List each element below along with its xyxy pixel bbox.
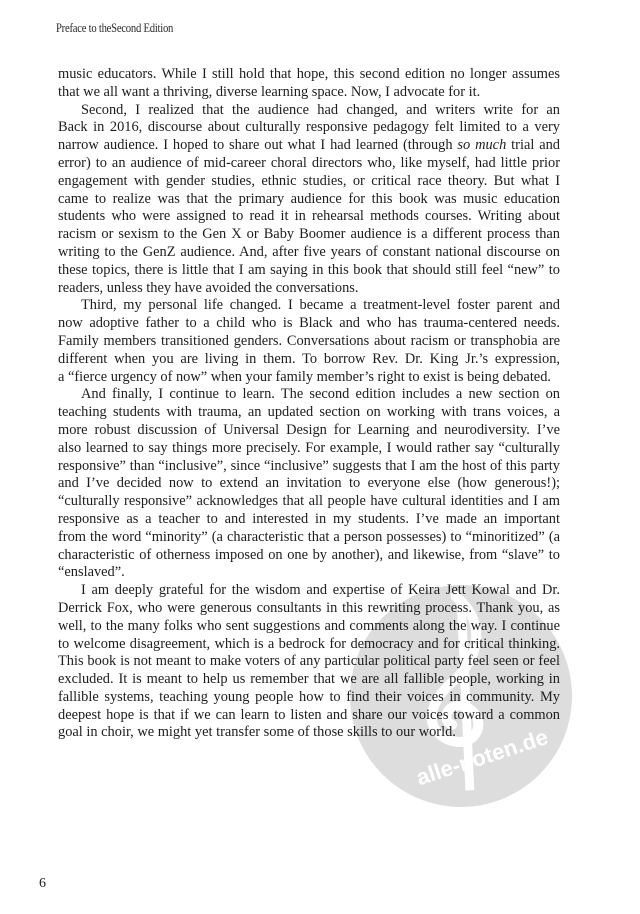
text-line: error) to an audience of mid-career choral directors who, like myself, had little prior [58, 154, 560, 171]
text-line: that we all want a thriving, diverse learning space. Now, I advocate for it. [58, 83, 481, 100]
text-line: “culturally responsive” acknowledges that all people have cultural identities and I am [58, 493, 560, 510]
text-line: these topics, there is little that I am saying in this book that should still feel “new” to [58, 261, 560, 278]
text-segment: narrow audience. I hoped to share out what I had learned (through [58, 137, 458, 154]
text-line: more robust discussion of Universal Design for Learning and neurodiversity. I’ve [58, 421, 560, 438]
text-line: This book is not meant to make voters of any particular political party feel seen or feel [58, 653, 560, 670]
text-line: deepest hope is that if we can learn to listen and share our voices toward a common [58, 706, 560, 723]
text-line: excluded. It is meant to help us remember that we are all fallible people, working in [58, 671, 560, 688]
text-line: Family members transitioned genders. Conversations about racism or transphobia are [58, 332, 560, 349]
text-line: different when you are living in them. To borrow Rev. Dr. King Jr.’s expression, [58, 350, 560, 367]
svg-text:alle-noten.de: alle-noten.de [413, 724, 552, 791]
text-line: And finally, I continue to learn. The second edition includes a new section on [81, 386, 560, 403]
text-line: fallible systems, teaching young people how to find their voices in community. My [58, 688, 560, 705]
body-text [58, 66, 560, 742]
text-line: a “fierce urgency of now” when your family member’s right to exist is being debated. [58, 368, 551, 385]
text-line: I am deeply grateful for the wisdom and expertise of Keira Jett Kowal and Dr. [81, 582, 560, 599]
text-line: readers, unless they have avoided the conversations. [58, 279, 359, 296]
text-line: “enslaved”. [58, 564, 125, 581]
text-line [58, 137, 560, 155]
text-line: Derrick Fox, who were generous consultants in this rewriting process. Thank you, as [58, 599, 560, 616]
italic-emphasis: so much [457, 137, 507, 154]
text-line: well, to the many folks who sent suggestions and comments along the way. I continue [58, 617, 560, 634]
text-line: characteristic of otherness imposed on one by another), and likewise, from “slave” to [58, 546, 560, 563]
paragraph [58, 102, 560, 298]
text-segment: trial and [506, 137, 560, 154]
text-line: music educators. While I still hold that hope, this second edition no longer assumes [58, 66, 560, 82]
paragraph [58, 386, 560, 582]
paragraph [58, 297, 560, 386]
text-line: writing to the GenZ audience. And, after five years of constant national discourse on [58, 243, 560, 260]
text-line: teaching students with trauma, an updated section on working with trans voices, a [58, 404, 560, 421]
text-line: engagement with gender studies, ethnic studies, or critical race theory. But what I [58, 172, 560, 189]
text-line: from the word “minority” (a characteristic that a person possesses) to “minoritized” (a [58, 528, 560, 545]
text-line: to welcome disagreement, which is a bedrock for democracy and for critical thinking. [58, 635, 560, 652]
text-line: Second, I realized that the audience had changed, and writers write for an [81, 101, 560, 118]
paragraph [58, 582, 560, 742]
text-line: Back in 2016, discourse about culturally responsive pedagogy felt limited to a very [58, 119, 560, 136]
text-line: also learned to say things more precisely. For example, I would rather say “culturally [58, 439, 560, 456]
text-line: came to realize was that the primary audience for this book was music education [58, 190, 560, 207]
text-line: responsive” than “inclusive”, since “inclusive” suggests that I am the host of this party [58, 457, 560, 474]
running-head: Preface to theSecond Edition [56, 20, 174, 35]
text-line: racism or sexism to the Gen X or Baby Boomer audience is a different process than [58, 226, 560, 243]
paragraph [58, 66, 560, 102]
text-line: and I’ve decided now to extend an invitation to everyone else (how generous!); [58, 475, 560, 492]
text-line: goal in choir, we might yet transfer some of those skills to our world. [58, 724, 456, 741]
text-line: responsive as a teacher to and interested in my students. I’ve made an important [58, 510, 560, 527]
text-line: Third, my personal life changed. I became a treatment-level foster parent and [81, 297, 560, 314]
page-number: 6 [39, 876, 46, 891]
text-line: students who were assigned to read it in rehearsal methods courses. Writing about [58, 208, 560, 225]
text-line: now adoptive father to a child who is Black and who has trauma-centered needs. [58, 315, 560, 332]
